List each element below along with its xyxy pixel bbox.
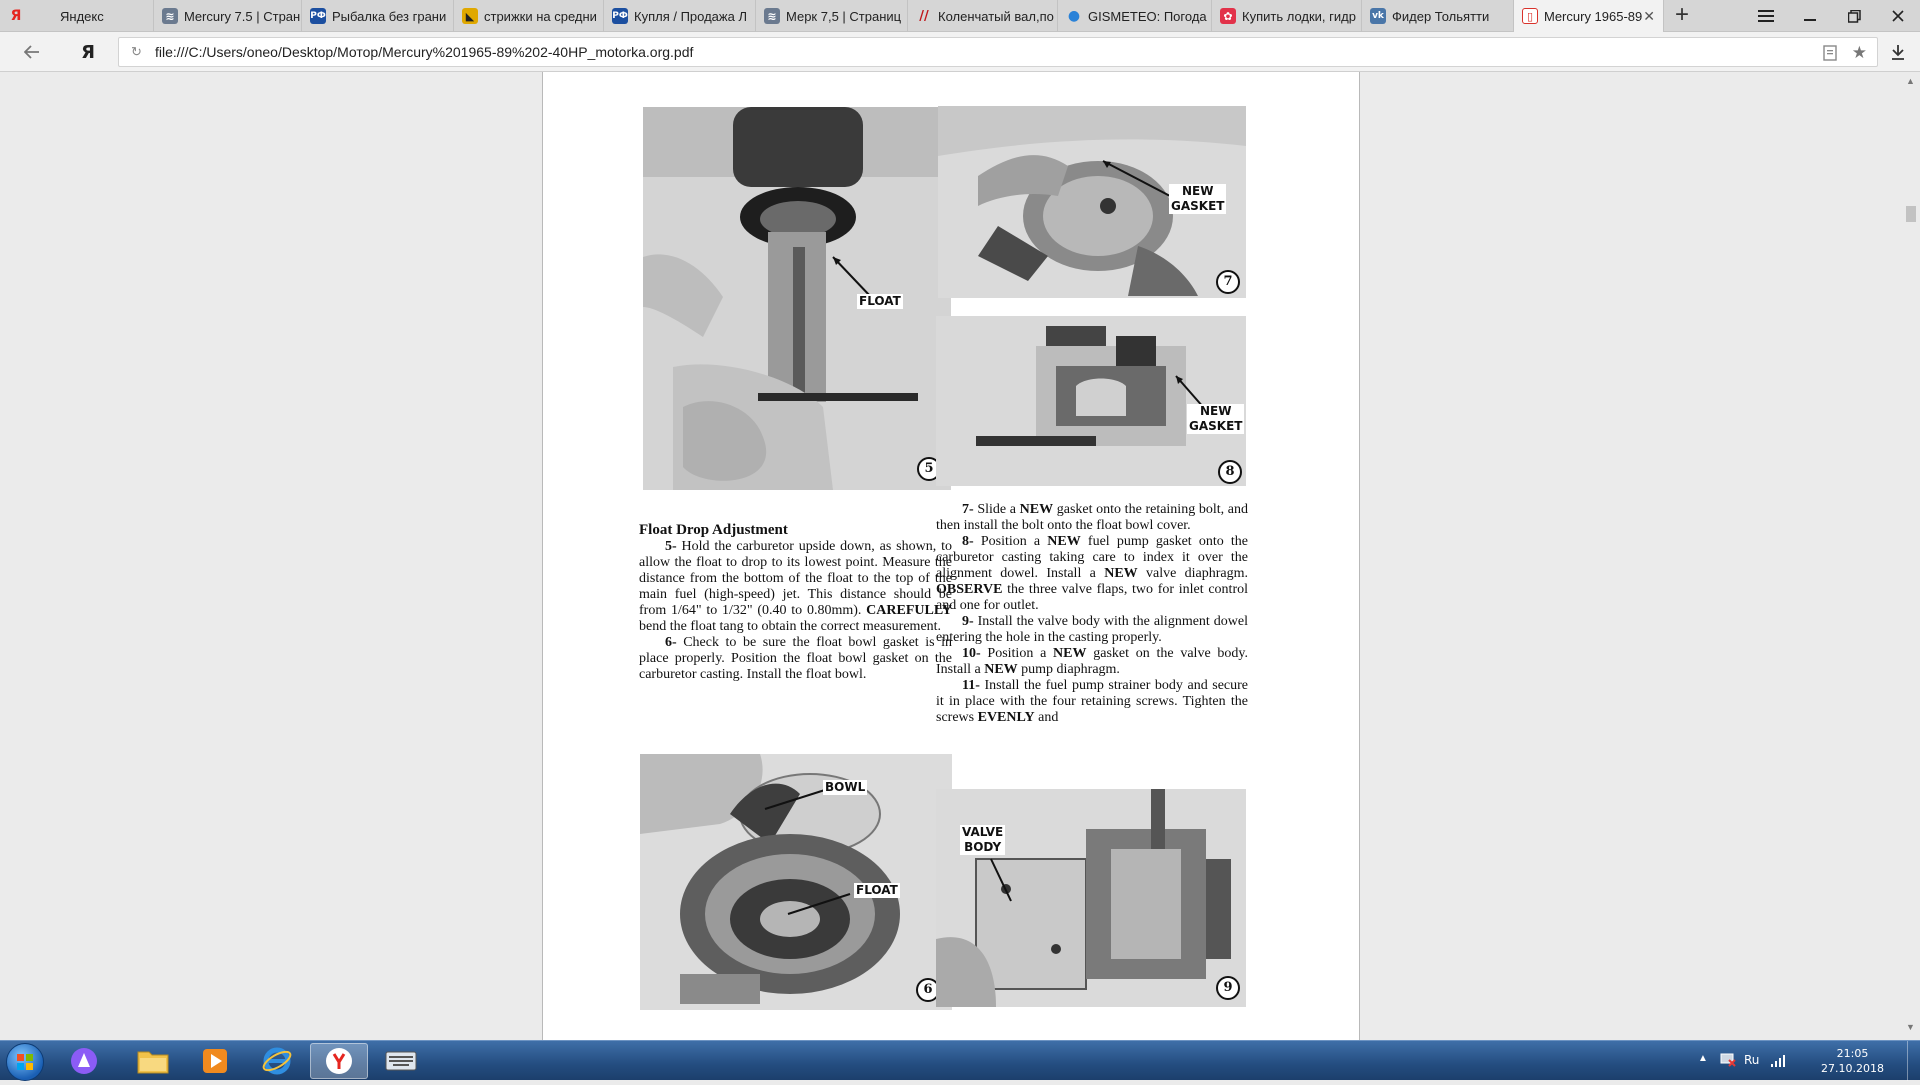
step-text: and bbox=[1034, 710, 1059, 725]
language-indicator[interactable]: Ru bbox=[1744, 1053, 1760, 1067]
tab-kuplya[interactable] bbox=[604, 0, 756, 32]
clock-date: 27.10.2018 bbox=[1821, 1062, 1884, 1075]
tab-label: Купить лодки, гидр bbox=[1242, 8, 1356, 24]
step-6-paragraph bbox=[639, 635, 952, 683]
gismeteo-icon: ● bbox=[1067, 8, 1081, 24]
downloads-icon[interactable] bbox=[1884, 38, 1912, 66]
new-tab-button[interactable]: + bbox=[1674, 1, 1689, 28]
scroll-down-icon[interactable]: ▼ bbox=[1906, 1022, 1915, 1032]
step-text: gasket onto the retaining bolt, and then install the bolt onto the float bowl cover. bbox=[936, 502, 1248, 533]
float-label: FLOAT bbox=[859, 294, 901, 308]
start-button[interactable] bbox=[6, 1043, 44, 1081]
yandex-browser-taskbar-icon[interactable] bbox=[310, 1043, 368, 1079]
step-number: 9- bbox=[962, 614, 974, 629]
explorer-icon[interactable] bbox=[124, 1043, 182, 1079]
callout-line: NEW bbox=[1181, 184, 1214, 198]
step-emphasis: NEW bbox=[1104, 566, 1138, 581]
image-search-icon: ◣ bbox=[462, 8, 478, 24]
step-number: 8- bbox=[962, 534, 974, 549]
step-text: Check to be sure the float bowl gasket is in place properly. Position the float bowl gasket on the carburetor casting. Install the float bowl. bbox=[639, 635, 952, 682]
step-text: fuel pump gasket onto the carburetor casting taking care to index it over the alignment dowel. Install a bbox=[936, 534, 1248, 581]
tab-label: Фидер Тольятти bbox=[1392, 8, 1490, 24]
url-text: file:///C:/Users/oneo/Desktop/Мотор/Mercury%201965-89%202-40HP_motorka.org.pdf bbox=[155, 44, 694, 60]
bookmark-star-icon[interactable]: ★ bbox=[1851, 43, 1867, 62]
internet-explorer-icon[interactable] bbox=[248, 1043, 306, 1079]
figure-8-photo bbox=[936, 316, 1246, 486]
figure-8-number: 8 bbox=[1218, 460, 1242, 484]
rf-icon: РФ bbox=[612, 8, 628, 24]
tab-mercury-pdf[interactable] bbox=[1514, 0, 1664, 32]
keyboard-app-icon[interactable] bbox=[372, 1043, 430, 1079]
callout-line: BODY bbox=[964, 840, 1002, 854]
figure-9-photo bbox=[936, 789, 1246, 1007]
figure-5-number: 5 bbox=[917, 457, 941, 481]
right-text-column bbox=[936, 502, 1248, 726]
figure-9-number: 9 bbox=[1216, 976, 1240, 1000]
figure-7-photo bbox=[938, 106, 1246, 298]
callout-line: NEW bbox=[1199, 404, 1232, 418]
step-text: Position a bbox=[973, 534, 1048, 549]
tab-fider[interactable] bbox=[1362, 0, 1514, 32]
step-text: valve diaphragm. bbox=[1137, 566, 1248, 581]
step-5-paragraph bbox=[639, 539, 952, 635]
step-text: Install the fuel pump strainer body and secure it in place with the four retaining screws. Tighten the screws bbox=[936, 678, 1248, 725]
step-10-paragraph bbox=[936, 646, 1248, 678]
tab-label: стрижки на средни bbox=[484, 8, 597, 24]
tab-label: Рыбалка без грани bbox=[332, 8, 447, 24]
tab-label: GISMETEO: Погода bbox=[1088, 8, 1207, 24]
tab-label: Mercury 7.5 | Стран bbox=[184, 8, 301, 24]
step-11-paragraph bbox=[936, 678, 1248, 726]
figure-6-photo bbox=[640, 754, 952, 1010]
tab-rybalka[interactable] bbox=[302, 0, 454, 32]
callout-line: VALVE bbox=[962, 825, 1004, 839]
tab-strip bbox=[0, 0, 1920, 32]
tray-expand-icon[interactable]: ▲ bbox=[1698, 1053, 1708, 1064]
pdf-page bbox=[542, 72, 1360, 1040]
clock[interactable] bbox=[1821, 1046, 1884, 1076]
step-text: pump diaphragm. bbox=[1017, 662, 1120, 677]
close-window-icon[interactable] bbox=[1876, 0, 1920, 32]
yandex-logo-button[interactable]: Я bbox=[81, 41, 95, 63]
figure-5-photo bbox=[643, 107, 951, 490]
step-emphasis: OBSERVE bbox=[936, 582, 1003, 597]
step-number: 5- bbox=[665, 539, 677, 554]
callout-line: GASKET bbox=[1189, 419, 1243, 433]
forum-icon: ≋ bbox=[162, 8, 178, 24]
tab-yandex[interactable] bbox=[0, 0, 154, 32]
step-emphasis: NEW bbox=[1053, 646, 1087, 661]
bowl-label: BOWL bbox=[825, 780, 866, 794]
tab-label: Мерк 7,5 | Страниц bbox=[786, 8, 902, 24]
left-text-column bbox=[639, 522, 952, 683]
step-text: Position a bbox=[980, 646, 1054, 661]
tab-strizhki[interactable] bbox=[454, 0, 604, 32]
tab-label: Коленчатый вал,по bbox=[938, 8, 1054, 24]
tab-kolenchaty[interactable] bbox=[908, 0, 1058, 32]
back-arrow-icon[interactable] bbox=[18, 38, 46, 66]
step-emphasis: NEW bbox=[1019, 502, 1054, 517]
step-emphasis: NEW bbox=[984, 662, 1018, 677]
tab-gismeteo[interactable] bbox=[1058, 0, 1212, 32]
yandex-icon: Я bbox=[10, 8, 22, 24]
figure-7-number: 7 bbox=[1216, 270, 1240, 294]
step-number: 11- bbox=[962, 678, 980, 693]
rf-icon: РФ bbox=[310, 8, 326, 24]
reload-icon[interactable]: ↻ bbox=[131, 44, 142, 59]
media-player-icon[interactable] bbox=[186, 1043, 244, 1079]
close-tab-icon[interactable]: ✕ bbox=[1643, 7, 1655, 24]
minimize-icon[interactable] bbox=[1788, 0, 1832, 32]
restore-icon[interactable] bbox=[1832, 0, 1876, 32]
float-label-6: FLOAT bbox=[856, 883, 898, 897]
step-8-paragraph bbox=[936, 534, 1248, 614]
vertical-scrollbar[interactable] bbox=[1902, 72, 1920, 1040]
new-gasket-label-7 bbox=[1169, 184, 1226, 214]
step-emphasis: CAREFULLY bbox=[866, 603, 952, 618]
alice-icon[interactable] bbox=[56, 1043, 112, 1079]
clock-time: 21:05 bbox=[1836, 1047, 1869, 1060]
system-tray bbox=[1690, 1041, 1920, 1081]
step-emphasis: NEW bbox=[1047, 534, 1081, 549]
tab-label: Купля / Продажа Л bbox=[634, 8, 747, 24]
step-number: 6- bbox=[665, 635, 677, 650]
pdf-icon: ▯ bbox=[1522, 8, 1538, 24]
scroll-up-icon[interactable]: ▲ bbox=[1906, 76, 1915, 86]
step-text: bend the float tang to obtain the correct measurement. bbox=[639, 619, 942, 634]
reader-mode-icon[interactable] bbox=[1823, 45, 1837, 66]
address-bar[interactable] bbox=[118, 37, 1878, 67]
step-emphasis: EVENLY bbox=[977, 710, 1035, 725]
navigation-bar bbox=[0, 32, 1920, 72]
menu-icon[interactable] bbox=[1744, 0, 1788, 32]
tab-mercury-75[interactable] bbox=[154, 0, 302, 32]
avito-icon: // bbox=[919, 8, 929, 24]
tab-label: Mercury 1965-89 bbox=[1544, 8, 1643, 24]
step-text: Slide a bbox=[973, 502, 1020, 517]
tab-merk[interactable] bbox=[756, 0, 908, 32]
show-desktop-button[interactable] bbox=[1907, 1041, 1920, 1081]
new-gasket-label-8 bbox=[1187, 404, 1244, 434]
step-text: Hold the carburetor upside down, as shown, to allow the float to drop to its lowest point. Measure the distance from the bottom of the float to the top of the main fuel (high-speed) jet. This distance should be from 1/64" to 1/32" (0.40 to 0.80mm). bbox=[639, 539, 952, 618]
vk-icon: vk bbox=[1370, 8, 1386, 24]
step-text: Install the valve body with the alignment dowel entering the hole in the casting properly. bbox=[936, 614, 1248, 645]
pdf-viewer[interactable] bbox=[0, 72, 1920, 1040]
network-disconnected-icon[interactable] bbox=[1720, 1051, 1736, 1072]
shop-icon: ✿ bbox=[1220, 8, 1236, 24]
step-7-paragraph bbox=[936, 502, 1248, 534]
taskbar bbox=[0, 1040, 1920, 1080]
tab-label: Яндекс bbox=[60, 8, 104, 24]
scroll-thumb[interactable] bbox=[1906, 206, 1916, 222]
forum-icon: ≋ bbox=[764, 8, 780, 24]
step-text: gasket on the valve body. Install a bbox=[936, 646, 1248, 677]
step-number: 7- bbox=[962, 502, 974, 517]
step-number: 10- bbox=[962, 646, 981, 661]
valve-body-label bbox=[960, 825, 1005, 855]
step-text: the three valve flaps, two for inlet control and one for outlet. bbox=[936, 582, 1248, 613]
section-heading: Float Drop Adjustment bbox=[639, 522, 788, 538]
volume-icon[interactable] bbox=[1770, 1052, 1786, 1073]
figure-6-number: 6 bbox=[916, 978, 940, 1002]
tab-lodki[interactable] bbox=[1212, 0, 1362, 32]
step-9-paragraph bbox=[936, 614, 1248, 646]
callout-line: GASKET bbox=[1171, 199, 1225, 213]
